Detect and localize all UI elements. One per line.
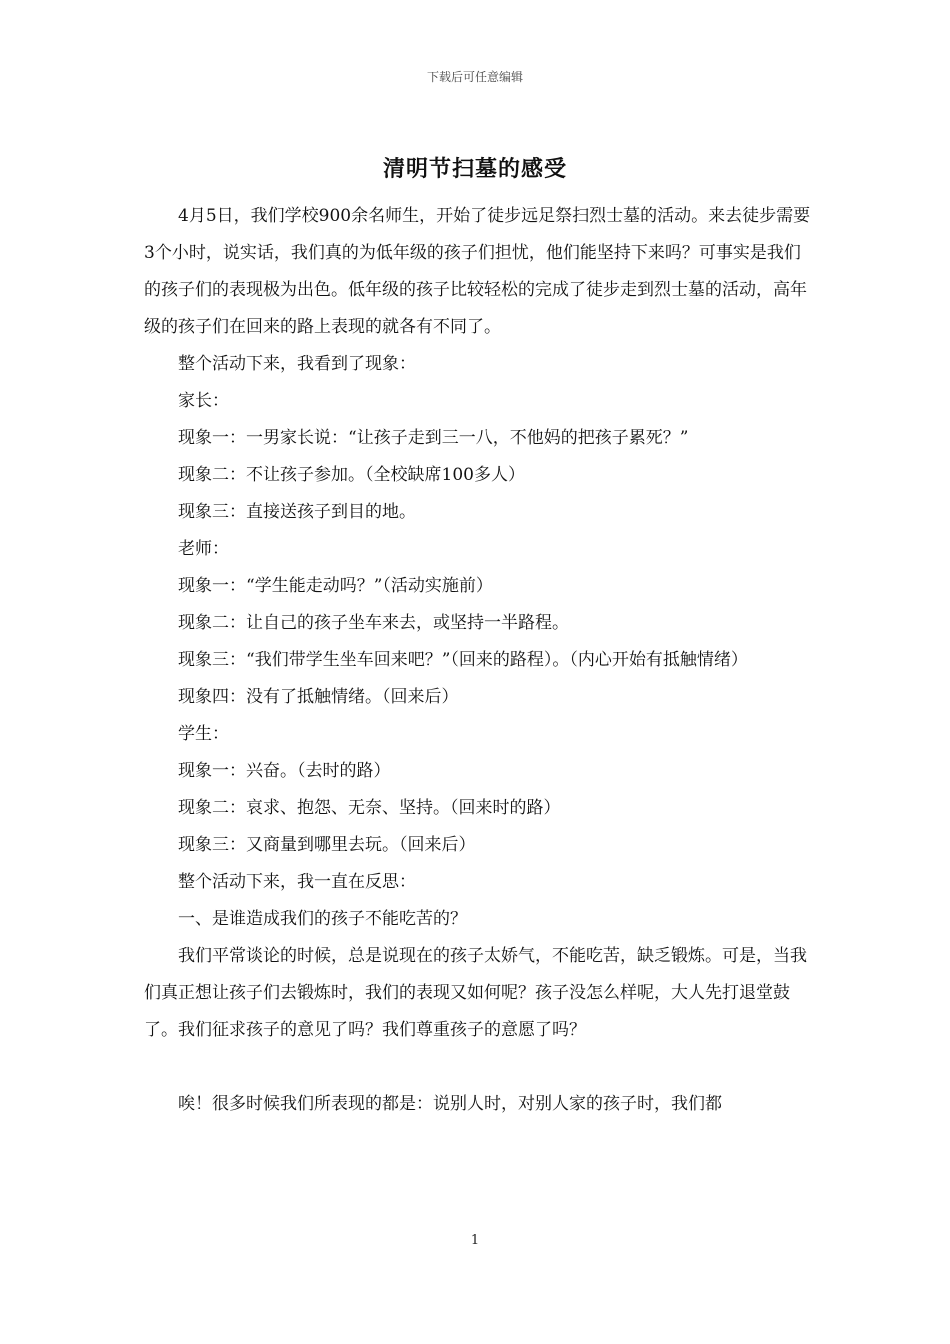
paragraph: 现象二：不让孩子参加。（全校缺席100多人） [178, 465, 525, 485]
paragraph: 现象四：没有了抵触情绪。（回来后） [178, 687, 459, 707]
document-body [144, 198, 816, 1123]
paragraph: 现象一：“学生能走动吗？”（活动实施前） [178, 576, 493, 596]
paragraph: 4月5日，我们学校900余名师生，开始了徒步远足祭扫烈士墓的活动。来去徒步需要3个小时，说实话，我们真的为低年级的孩子们担忧，他们能坚持下来吗？可事实是我们的孩子们的表现极为出色。低年级的孩子比较轻松的完成了徒步走到烈士墓的活动，高年级的孩子们在回来的路上表现的就各有不同了。 [144, 206, 811, 337]
paragraph: 我们平常谈论的时候，总是说现在的孩子太娇气，不能吃苦，缺乏锻炼。可是，当我们真正想让孩子们去锻炼时，我们的表现又如何呢？孩子没怎么样呢，大人先打退堂鼓了。我们征求孩子的意见了吗？我们尊重孩子的意愿了吗？ [144, 946, 807, 1040]
page-number: 1 [470, 1233, 480, 1248]
paragraph: 现象三：直接送孩子到目的地。 [178, 502, 416, 522]
document-title: 清明节扫墓的感受 [382, 156, 567, 182]
paragraph: 现象二：让自己的孩子坐车来去，或坚持一半路程。 [178, 613, 569, 633]
paragraph: 一、是谁造成我们的孩子不能吃苦的？ [178, 909, 467, 929]
page-header: 下载后可任意编辑 [426, 70, 523, 84]
paragraph: 家长： [178, 391, 229, 411]
paragraph: 唉！很多时候我们所表现的都是：说别人时，对别人家的孩子时，我们都 [178, 1094, 722, 1114]
paragraph: 整个活动下来，我一直在反思： [178, 872, 416, 892]
paragraph: 现象二：哀求、抱怨、无奈、坚持。（回来时的路） [178, 798, 561, 818]
paragraph: 现象一：兴奋。（去时的路） [178, 761, 391, 781]
paragraph: 学生： [178, 724, 229, 744]
paragraph: 现象三：又商量到哪里去玩。（回来后） [178, 835, 476, 855]
paragraph: 现象一：一男家长说：“让孩子走到三一八，不他妈的把孩子累死？” [178, 428, 689, 448]
paragraph: 整个活动下来，我看到了现象： [178, 354, 416, 374]
paragraph: 现象三：“我们带学生坐车回来吧？”（回来的路程）。（内心开始有抵触情绪） [178, 650, 748, 670]
paragraph: 老师： [178, 539, 229, 559]
